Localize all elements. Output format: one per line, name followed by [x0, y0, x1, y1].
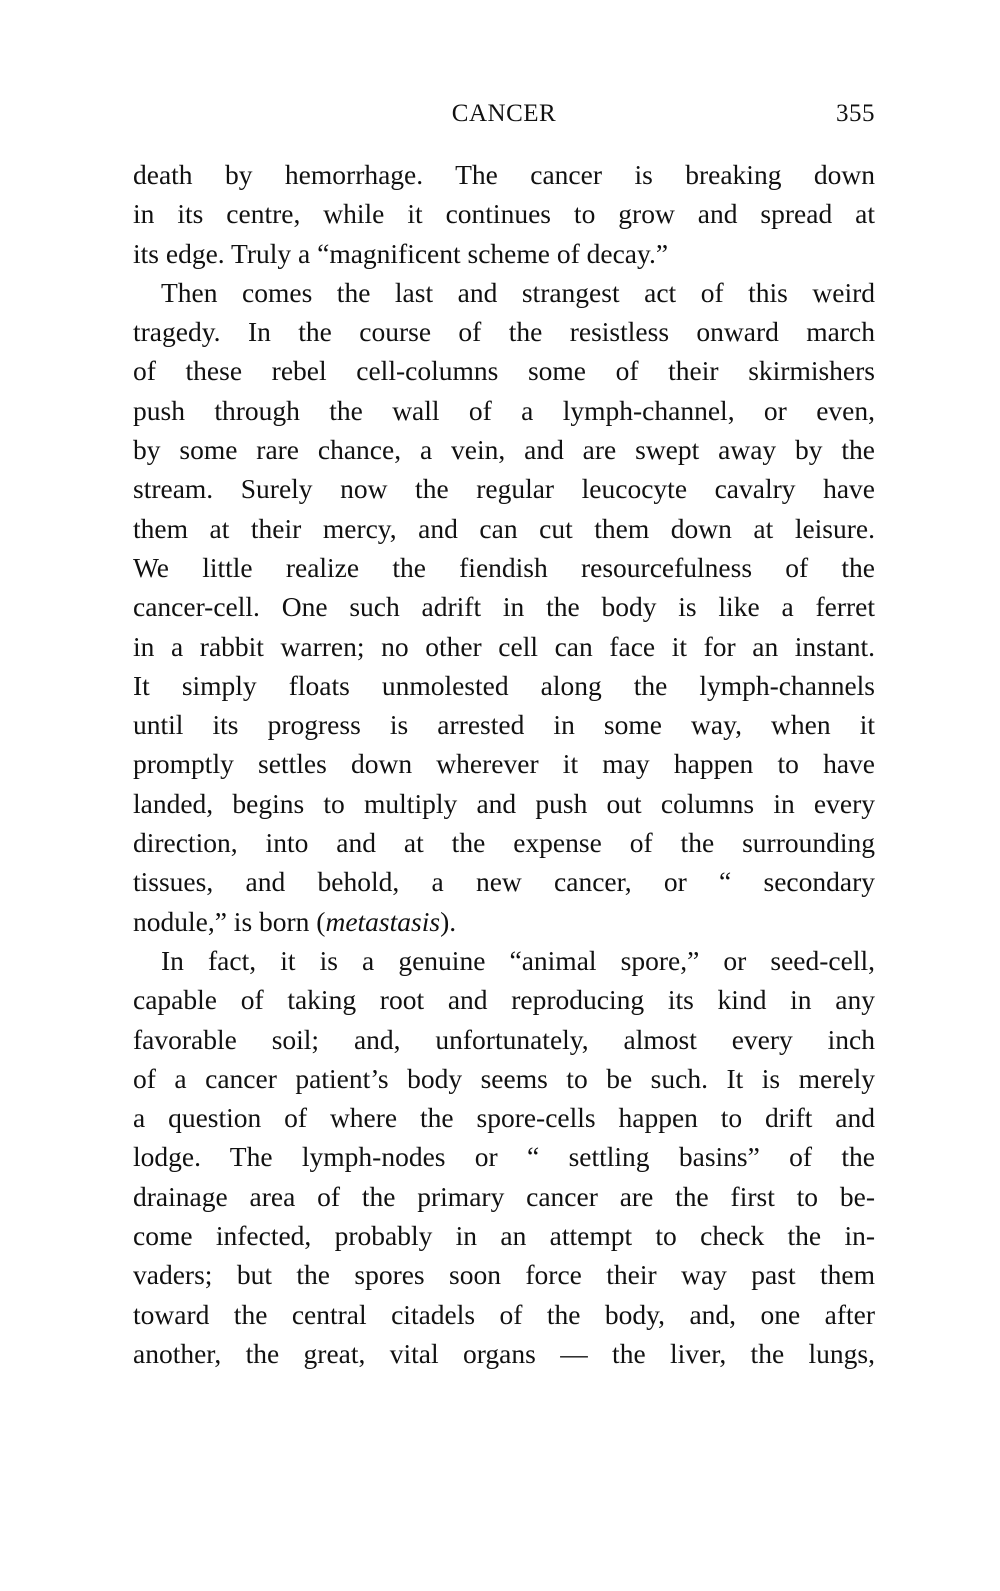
text-line: Then comes the last and strangest act of this weird [161, 276, 875, 308]
text-line: cancer-cell. One such adrift in the body is like a ferret [133, 591, 875, 623]
text-line: its edge. Truly a “magnificent scheme of decay.” [133, 237, 669, 269]
text-line: come infected, probably in an attempt to check the in- [133, 1220, 875, 1252]
text-line: lodge. The lymph-nodes or “ settling basins” of the [133, 1141, 875, 1173]
text-line: push through the wall of a lymph-channel, or even, [133, 394, 875, 426]
text-line: in a rabbit warren; no other cell can face it for an instant. [133, 630, 875, 662]
text-line: by some rare chance, a vein, and are swept away by the [133, 434, 875, 466]
running-title: CANCER [451, 100, 557, 127]
page-number: 355 [836, 100, 875, 127]
text-line: tissues, and behold, a new cancer, or “ secondary [133, 866, 875, 898]
text-line: In fact, it is a genuine “animal spore,” or seed-cell, [161, 944, 875, 976]
text-line: another, the great, vital organs — the liver, the lungs, [133, 1337, 875, 1369]
text-line: of these rebel cell-columns some of their skirmishers [133, 355, 875, 387]
text-line [133, 902, 875, 941]
body-text [133, 155, 875, 1373]
text-line: stream. Surely now the regular leucocyte cavalry have [133, 473, 875, 505]
text-line: landed, begins to multiply and push out columns in every [133, 787, 875, 819]
text-line: toward the central citadels of the body, and, one after [133, 1298, 875, 1330]
italic-term: metastasis [325, 905, 441, 937]
text-line: We little realize the fiendish resourcefulness of the [133, 551, 875, 583]
text-line: them at their mercy, and can cut them down at leisure. [133, 512, 875, 544]
text-fragment: nodule,” is born ( [133, 905, 326, 937]
text-fragment: ). [440, 905, 457, 937]
text-line: of a cancer patient’s body seems to be such. It is merely [133, 1062, 875, 1094]
text-line: until its progress is arrested in some way, when it [133, 709, 875, 741]
text-line: tragedy. In the course of the resistless onward march [133, 316, 875, 348]
text-line: capable of taking root and reproducing its kind in any [133, 984, 875, 1016]
text-line: a question of where the spore-cells happen to drift and [133, 1102, 875, 1134]
running-head [133, 100, 875, 132]
text-line: It simply floats unmolested along the lymph-channels [133, 669, 875, 701]
text-line: in its centre, while it continues to grow and spread at [133, 198, 875, 230]
text-line: vaders; but the spores soon force their way past them [133, 1259, 875, 1291]
text-line: death by hemorrhage. The cancer is breaking down [133, 159, 875, 190]
text-line: promptly settles down wherever it may happen to have [133, 748, 875, 780]
text-line: drainage area of the primary cancer are the first to be- [133, 1180, 875, 1212]
text-line: favorable soil; and, unfortunately, almost every inch [133, 1023, 875, 1055]
text-line: direction, into and at the expense of the surrounding [133, 827, 875, 859]
